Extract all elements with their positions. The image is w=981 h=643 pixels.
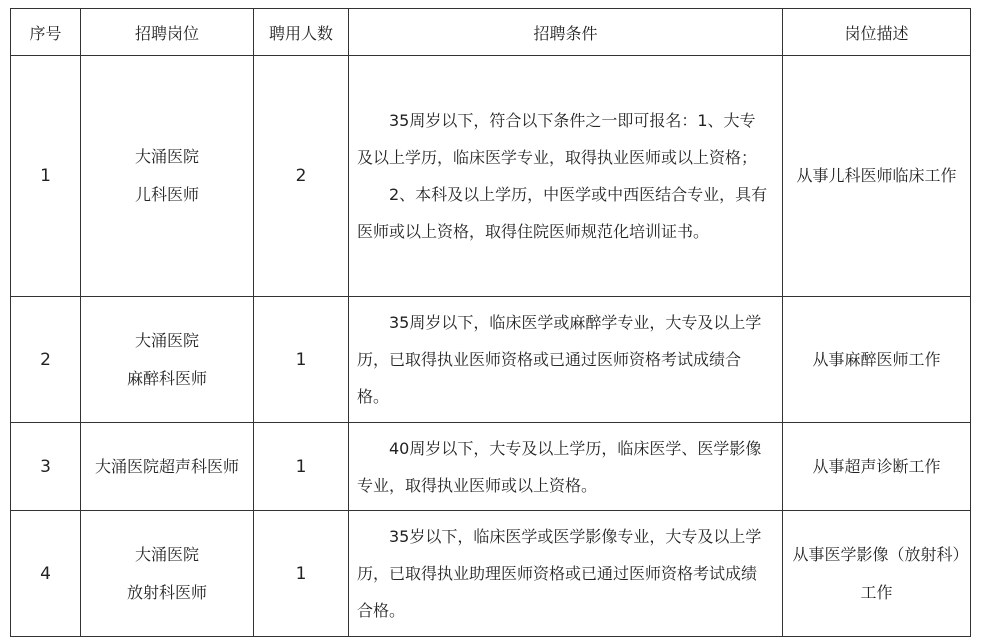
table-row	[11, 511, 971, 637]
row-description: 从事儿科医师临床工作	[783, 56, 971, 297]
position-line: 大涌医院	[134, 544, 199, 564]
header-row	[11, 9, 971, 56]
table-row	[11, 56, 971, 297]
row-conditions	[349, 423, 783, 511]
table-row	[11, 423, 971, 511]
position-line: 放射科医师	[126, 582, 207, 602]
row-conditions	[349, 56, 783, 297]
table-row	[11, 297, 971, 423]
row-count: 1	[254, 297, 349, 423]
row-position	[81, 56, 254, 297]
row-position	[81, 511, 254, 637]
row-no: 1	[11, 56, 81, 297]
row-no: 4	[11, 511, 81, 637]
row-conditions	[349, 511, 783, 637]
recruitment-table	[10, 8, 971, 637]
row-count: 1	[254, 511, 349, 637]
row-position	[81, 297, 254, 423]
row-count: 1	[254, 423, 349, 511]
position-line: 大涌医院	[134, 147, 199, 166]
condition-paragraph: 35岁以下，临床医学或医学影像专业，大专及以上学历，已取得执业助理医师资格或已通过医师资格考试成绩合格。	[357, 527, 762, 620]
header-count: 聘用人数	[254, 9, 349, 56]
row-count: 2	[254, 56, 349, 297]
row-description: 从事超声诊断工作	[783, 423, 971, 511]
position-line: 大涌医院超声科医师	[94, 456, 239, 476]
header-position: 招聘岗位	[81, 9, 254, 56]
position-line: 大涌医院	[134, 330, 199, 350]
header-conditions: 招聘条件	[349, 9, 783, 56]
row-no: 2	[11, 297, 81, 423]
condition-paragraph: 35周岁以下，符合以下条件之一即可报名：1、大专及以上学历，临床医学专业，取得执业医师或以上资格；	[357, 111, 758, 167]
row-description: 从事麻醉医师工作	[783, 297, 971, 423]
header-description: 岗位描述	[783, 9, 971, 56]
row-no: 3	[11, 423, 81, 511]
condition-paragraph: 35周岁以下，临床医学或麻醉学专业，大专及以上学历，已取得执业医师资格或已通过医师资格考试成绩合格。	[357, 313, 762, 406]
condition-paragraph: 40周岁以下，大专及以上学历，临床医学、医学影像专业，取得执业医师或以上资格。	[357, 438, 762, 495]
condition-paragraph: 2、本科及以上学历，中医学或中西医结合专业，具有医师或以上资格，取得住院医师规范化培训证书。	[357, 185, 768, 241]
position-line: 麻醉科医师	[126, 368, 207, 388]
row-conditions	[349, 297, 783, 423]
row-position	[81, 423, 254, 511]
position-line: 儿科医师	[134, 185, 199, 204]
row-description: 从事医学影像（放射科）工作	[783, 511, 971, 637]
header-no: 序号	[11, 9, 81, 56]
